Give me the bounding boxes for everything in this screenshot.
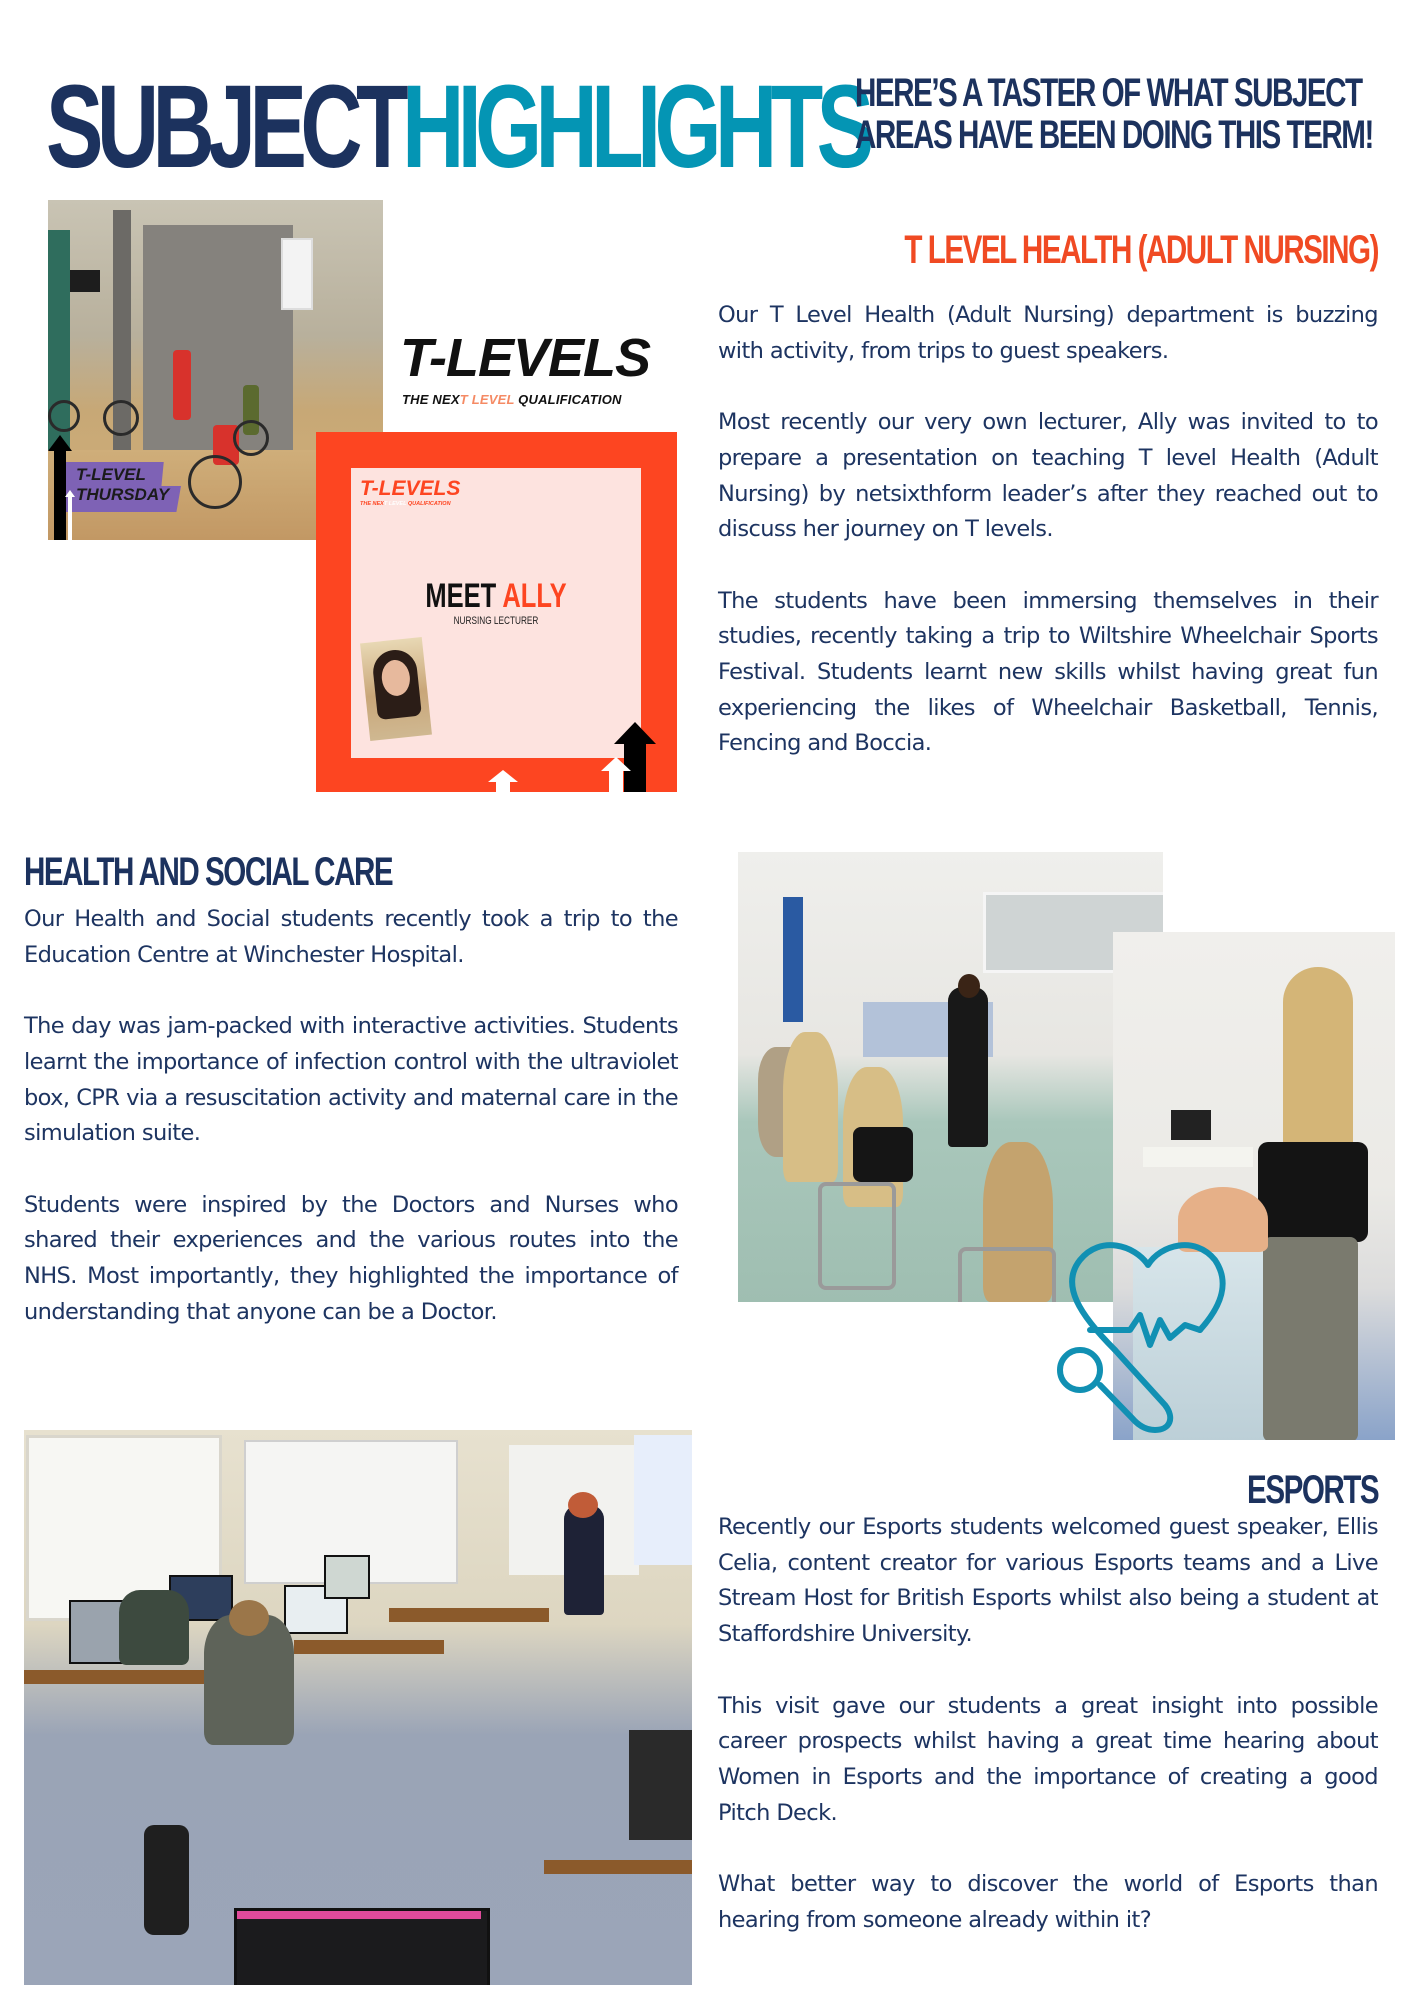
photo-basketball-hoop — [281, 238, 313, 310]
photo-sink — [1143, 1147, 1253, 1167]
photo-climbing-wall — [143, 225, 293, 450]
arrow-up-white-icon — [488, 770, 518, 792]
photo-guest-speaker-head — [568, 1492, 598, 1518]
photo-desk — [294, 1640, 444, 1654]
photo-student-top — [1258, 1142, 1368, 1242]
card-sub-b: T LEVEL — [383, 501, 407, 507]
tlevel-health-heading: T LEVEL HEALTH (ADULT NURSING) — [904, 228, 1378, 272]
photo-projector-screen — [634, 1435, 692, 1565]
meet-ally-inner — [351, 468, 641, 758]
photo-desk — [544, 1860, 692, 1874]
photo-curtain — [783, 897, 803, 1022]
photo-wheelchair — [103, 400, 139, 436]
photo-monitor — [324, 1555, 370, 1599]
hsc-body — [24, 902, 678, 1330]
card-tlevels-logo: T-LEVELS — [360, 477, 461, 500]
tlevels-logo — [400, 330, 670, 415]
photo-monitor-toolbar — [237, 1911, 481, 1919]
photo-student-head — [229, 1600, 269, 1636]
photo-guest-speaker — [564, 1505, 604, 1615]
photo-desk — [389, 1608, 549, 1622]
paragraph: This visit gave our students a great insight into possible career prospects whilst having a great time hearing about Women in Esports and the importance of creating a good Pitch Deck. — [718, 1692, 1378, 1826]
paragraph: Most recently our very own lecturer, Ally was invited to to prepare a presentation on teaching T level Health (Adult Nursing) by netsixthform leader’s after they reached out to discuss her journey on T levels. — [718, 409, 1378, 543]
photo-laptop — [1171, 1110, 1211, 1140]
meet-ally-title — [387, 578, 605, 614]
tlevel-thursday-text — [76, 465, 169, 505]
photo-wheelchair — [48, 400, 80, 432]
photo-student — [783, 1032, 838, 1182]
tagline-line-1: HERE’S A TASTER OF WHAT SUBJECT — [855, 71, 1362, 115]
photo-foreground-monitor — [234, 1908, 490, 1985]
paragraph: What better way to discover the world of Esports than hearing from someone already within it? — [718, 1871, 1378, 1933]
paragraph: The students have been immersing themselves in their studies, recently taking a trip to Wiltshire Wheelchair Sports Festival. Students learnt new skills whilst having great fun experiencing the likes of Wheelchair Basketball, Tennis, Fencing and Boccia. — [718, 587, 1378, 757]
tlevels-logo-text: T-LEVELS — [400, 328, 651, 388]
paragraph: Recently our Esports students welcomed guest speaker, Ellis Celia, content creator for various Esports teams and a Live Stream Host for British Esports whilst also being a student at Staffordshire University. — [718, 1514, 1378, 1648]
heart-stethoscope-icon — [1020, 1230, 1260, 1440]
badge-line-1: T-LEVEL — [76, 465, 146, 484]
photo-scoreboard — [70, 270, 100, 292]
card-logo-tagline — [360, 501, 451, 508]
card-sub-c: QUALIFICATION — [406, 501, 451, 507]
tagline-line-2: AREAS HAVE BEEN DOING THIS TERM! — [855, 113, 1373, 157]
tlevels-logo-tagline — [402, 392, 622, 408]
photo-wheelchair — [188, 455, 242, 509]
photo-backpack — [144, 1825, 189, 1935]
photo-student — [119, 1590, 189, 1665]
paragraph: Our Health and Social students recently took a trip to the Education Centre at Winchester Hospital. — [24, 906, 678, 968]
arrow-up-white-icon — [65, 490, 75, 540]
badge-line-2: THURSDAY — [76, 485, 170, 504]
paragraph: The day was jam-packed with interactive activities. Students learnt the importance of infection control with the ultraviolet box, CPR via a resuscitation activity and maternal care in the simulation suite. — [24, 1013, 678, 1147]
arrow-up-white-icon — [601, 757, 631, 792]
logo-sub-c: QUALIFICATION — [514, 392, 622, 407]
photo-person — [173, 350, 191, 420]
tlevel-health-body — [718, 298, 1378, 762]
hsc-heading: HEALTH AND SOCIAL CARE — [24, 850, 393, 894]
logo-sub-b: T LEVEL — [459, 392, 515, 407]
card-sub-a: THE NEX — [360, 501, 384, 507]
esports-classroom-photo — [24, 1430, 692, 1985]
meet-ally-subtitle: NURSING LECTURER — [453, 615, 539, 627]
logo-sub-a: THE NEX — [402, 392, 460, 407]
photo-chair — [818, 1182, 896, 1290]
ally-portrait — [360, 637, 432, 741]
title-meet: MEET — [425, 577, 503, 615]
page-title — [46, 62, 868, 192]
title-highlights: HIGHLIGHTS — [402, 61, 868, 193]
photo-wheelchair — [233, 420, 269, 456]
title-subject: SUBJECT — [46, 61, 403, 193]
esports-heading: ESPORTS — [1246, 1468, 1378, 1512]
photo-student-trousers — [1263, 1237, 1358, 1440]
paragraph: Students were inspired by the Doctors and Nurses who shared their experiences and the various routes into the NHS. Most importantly, they highlighted the importance of understanding that anyone can be a Doctor. — [24, 1191, 678, 1325]
photo-speaker-head — [958, 974, 980, 998]
photo-monitor — [629, 1730, 692, 1840]
photo-speaker — [948, 987, 988, 1147]
esports-body — [718, 1510, 1378, 1938]
photo-student-top — [853, 1127, 913, 1182]
title-ally: ALLY — [502, 577, 567, 615]
meet-ally-card — [316, 432, 677, 792]
paragraph: Our T Level Health (Adult Nursing) department is buzzing with activity, from trips to guest speakers. — [718, 302, 1378, 364]
page-tagline — [855, 72, 1373, 156]
